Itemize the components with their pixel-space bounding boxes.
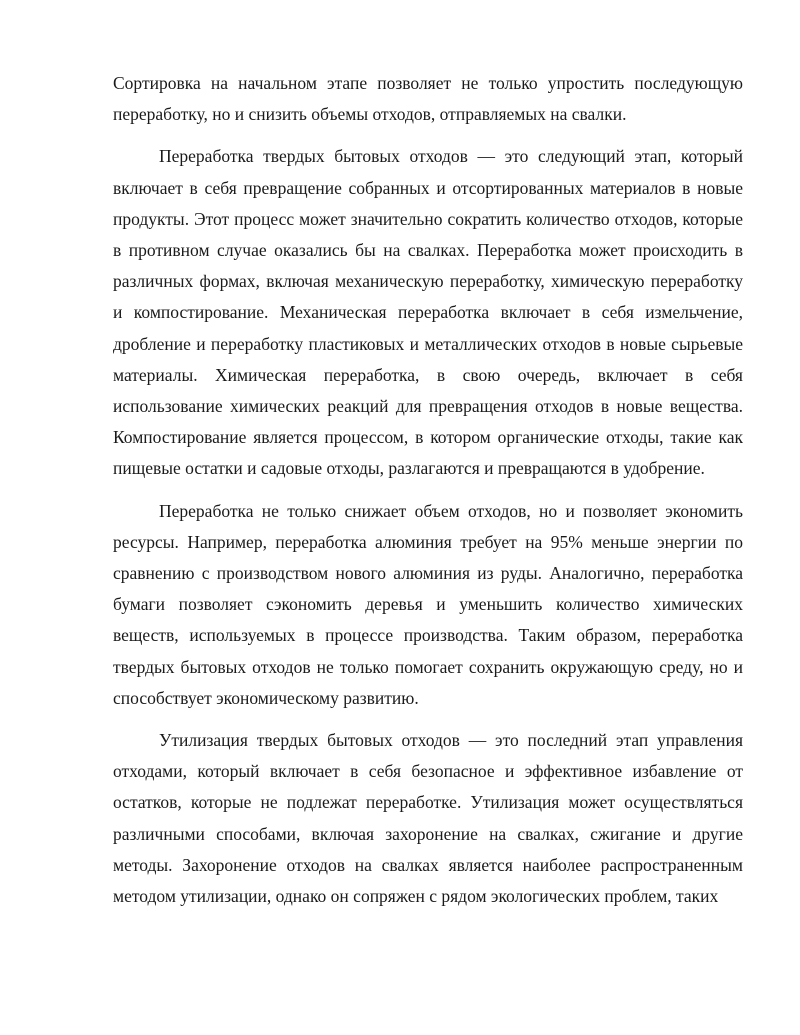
document-page xyxy=(113,68,743,923)
paragraph-2: Переработка твердых бытовых отходов — это следующий этап, который включает в себя превращение собранных и отсортированных материалов в новые продукты. Этот процесс может значительно сократить количество отходов, которые в противном случае оказались бы на свалках. Переработка может происходить в различных формах, включая механическую переработку, химическую переработку и компостирование. Механическая переработка включает в себя измельчение, дробление и переработку пластиковых и металлических отходов в новые сырьевые материалы. Химическая переработка, в свою очередь, включает в себя использование химических реакций для превращения отходов в новые вещества. Компостирование является процессом, в котором органические отходы, такие как пищевые остатки и садовые отходы, разлагаются и превращаются в удобрение. xyxy=(113,146,743,479)
paragraph-3: Переработка не только снижает объем отходов, но и позволяет экономить ресурсы. Например, переработка алюминия требует на 95% меньше энергии по сравнению с производством нового алюминия из руды. Аналогично, переработка бумаги позволяет сэкономить деревья и уменьшить количество химических веществ, используемых в процессе производства. Таким образом, переработка твердых бытовых отходов не только помогает сохранить окружающую среду, но и способствует экономическому развитию. xyxy=(113,500,743,708)
paragraph-4: Утилизация твердых бытовых отходов — это последний этап управления отходами, который включает в себя безопасное и эффективное избавление от остатков, которые не подлежат переработке. Утилизация может осуществляться различными способами, включая захоронение на свалках, сжигание и другие методы. Захоронение отходов на свалках является наиболее распространенным методом утилизации, однако он сопряжен с рядом экологических проблем, таких xyxy=(113,730,743,907)
paragraph-1: Сортировка на начальном этапе позволяет не только упростить последующую переработку, но и снизить объемы отходов, отправляемых на свалки. xyxy=(113,73,743,125)
